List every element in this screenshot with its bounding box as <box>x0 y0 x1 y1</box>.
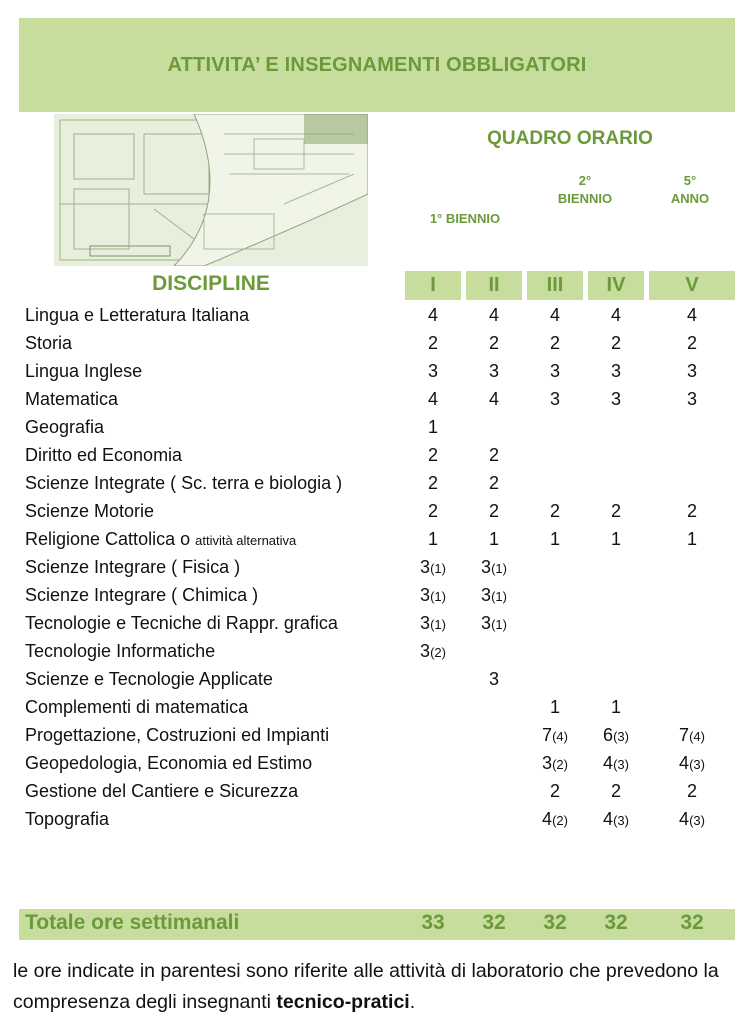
discipline-name-text: Tecnologie Informatiche <box>25 641 216 661</box>
year-label-1: I <box>430 274 436 296</box>
hours-value: 2 <box>427 501 438 521</box>
hours-cell <box>405 497 461 525</box>
total-value-5: 32 <box>680 911 704 934</box>
hours-value: 2 <box>686 781 697 801</box>
table-row <box>0 357 755 385</box>
lab-hours: (1) <box>491 561 507 576</box>
page-title: ATTIVITA’ E INSEGNAMENTI OBBLIGATORI <box>167 53 587 76</box>
hours-value: 2 <box>427 333 438 353</box>
hours-value: 3 <box>481 557 492 577</box>
hours-cell <box>649 777 735 805</box>
discipline-name <box>25 721 329 749</box>
year-label-2: II <box>488 274 500 296</box>
hours-value: 2 <box>488 333 499 353</box>
footnote <box>13 956 748 1018</box>
table-row <box>0 805 755 833</box>
hours-value: 3 <box>420 557 431 577</box>
hours-cell <box>466 665 522 693</box>
discipline-name <box>25 525 296 555</box>
hours-cell <box>405 441 461 469</box>
hours-value: 2 <box>427 473 438 493</box>
hours-value: 7 <box>542 725 553 745</box>
hours-cell <box>527 385 583 413</box>
hours-cell <box>649 301 735 329</box>
hours-cell <box>466 553 522 583</box>
table-row <box>0 301 755 329</box>
total-value-2: 32 <box>482 911 506 934</box>
hours-value: 1 <box>610 697 621 717</box>
hours-value: 1 <box>427 417 438 437</box>
table-row <box>0 553 755 581</box>
hours-cell <box>466 385 522 413</box>
hours-cell <box>527 301 583 329</box>
hours-cell <box>466 357 522 385</box>
hours-value: 1 <box>427 529 438 549</box>
hours-value: 3 <box>686 361 697 381</box>
discipline-name <box>25 581 258 609</box>
hours-cell <box>649 385 735 413</box>
hours-cell <box>588 385 644 413</box>
hours-cell <box>527 777 583 805</box>
hours-value: 3 <box>610 389 621 409</box>
hours-value: 2 <box>610 501 621 521</box>
hours-cell <box>527 693 583 721</box>
table-row <box>0 525 755 553</box>
hours-value: 1 <box>686 529 697 549</box>
table-row <box>0 385 755 413</box>
lab-hours: (2) <box>552 813 568 828</box>
table-row <box>0 581 755 609</box>
page-header <box>19 18 735 112</box>
hours-cell <box>588 301 644 329</box>
discipline-name-text: Storia <box>25 333 73 353</box>
table-row <box>0 665 755 693</box>
hours-value: 4 <box>488 389 499 409</box>
hours-value: 2 <box>686 333 697 353</box>
lab-hours: (3) <box>613 729 629 744</box>
group-label-5-anno <box>650 172 730 208</box>
hours-cell <box>466 329 522 357</box>
discipline-name-text: Progettazione, Costruzioni ed Impianti <box>25 725 330 745</box>
hours-cell <box>405 609 461 639</box>
lab-hours: (4) <box>689 729 705 744</box>
discipline-name-text: Scienze e Tecnologie Applicate <box>25 669 273 689</box>
table-row <box>0 637 755 665</box>
table-row <box>0 693 755 721</box>
hours-value: 3 <box>549 361 560 381</box>
hours-value: 4 <box>488 305 499 325</box>
hours-value: 2 <box>427 445 438 465</box>
discipline-name <box>25 441 182 469</box>
lab-hours: (2) <box>430 645 446 660</box>
hours-value: 3 <box>481 585 492 605</box>
discipline-name-text: Diritto ed Economia <box>25 445 183 465</box>
year-label-4: IV <box>606 274 626 296</box>
hours-cell <box>588 805 644 835</box>
discipline-name-text: Gestione del Cantiere e Sicurezza <box>25 781 299 801</box>
table-row <box>0 413 755 441</box>
hours-cell <box>588 693 644 721</box>
hours-value: 3 <box>549 389 560 409</box>
hours-cell <box>649 497 735 525</box>
hours-cell <box>466 581 522 611</box>
hours-cell <box>588 749 644 779</box>
table-row <box>0 497 755 525</box>
discipline-name-text: Scienze Integrare ( Fisica ) <box>25 557 241 577</box>
discipline-name-text: Religione Cattolica o <box>25 529 196 549</box>
hours-cell <box>405 357 461 385</box>
discipline-name-text: Complementi di matematica <box>25 697 249 717</box>
total-label: Totale ore settimanali <box>25 911 240 934</box>
hours-value: 3 <box>686 389 697 409</box>
discipline-name-text: Lingua e Letteratura Italiana <box>25 305 250 325</box>
footnote-text: le ore indicate in parentesi sono riferite alle attività di laboratorio che prevedono la compresenza degli insegnanti <box>13 960 719 1013</box>
hours-cell <box>466 469 522 497</box>
hours-value: 3 <box>542 753 553 773</box>
hours-value: 2 <box>686 501 697 521</box>
lab-hours: (1) <box>430 561 446 576</box>
discipline-name-note: attività alternativa <box>195 533 297 548</box>
hours-cell <box>588 329 644 357</box>
discipline-name <box>25 357 142 385</box>
hours-cell <box>405 525 461 553</box>
lab-hours: (1) <box>430 589 446 604</box>
discipline-name <box>25 777 298 805</box>
discipline-name-text: Lingua Inglese <box>25 361 143 381</box>
group-3-line2: ANNO <box>670 191 710 206</box>
hours-cell <box>588 721 644 751</box>
hours-cell <box>649 329 735 357</box>
hours-value: 4 <box>427 305 438 325</box>
lab-hours: (3) <box>689 757 705 772</box>
discipline-header: DISCIPLINE <box>152 272 270 295</box>
total-value-4: 32 <box>604 911 628 934</box>
discipline-name <box>25 637 215 665</box>
discipline-name <box>25 497 154 525</box>
discipline-name-text: Tecnologie e Tecniche di Rappr. grafica <box>25 613 338 633</box>
hours-value: 4 <box>549 305 560 325</box>
discipline-name <box>25 469 342 497</box>
hours-value: 4 <box>679 809 690 829</box>
year-label-5: V <box>685 274 699 296</box>
discipline-name <box>25 665 273 693</box>
hours-value: 2 <box>488 445 499 465</box>
table-row <box>0 721 755 749</box>
hours-cell <box>466 441 522 469</box>
year-label-3: III <box>546 274 564 296</box>
hours-value: 2 <box>549 501 560 521</box>
footnote-end: . <box>409 991 416 1013</box>
hours-cell <box>466 301 522 329</box>
group-3-line1: 5° <box>683 173 697 188</box>
hours-value: 2 <box>610 333 621 353</box>
hours-cell <box>649 805 735 835</box>
hours-cell <box>527 749 583 779</box>
hours-cell <box>588 497 644 525</box>
hours-cell <box>405 637 461 667</box>
blueprint-image <box>54 114 368 266</box>
hours-value: 3 <box>420 641 431 661</box>
hours-value: 2 <box>610 781 621 801</box>
hours-cell <box>588 357 644 385</box>
discipline-name-text: Topografia <box>25 809 110 829</box>
discipline-name-text: Matematica <box>25 389 119 409</box>
discipline-name <box>25 553 240 581</box>
hours-cell <box>649 525 735 553</box>
hours-value: 3 <box>488 669 499 689</box>
lab-hours: (1) <box>491 589 507 604</box>
hours-value: 2 <box>549 333 560 353</box>
hours-cell <box>588 777 644 805</box>
discipline-name <box>25 609 338 637</box>
group-label-1-biennio <box>405 210 525 228</box>
hours-cell <box>527 357 583 385</box>
lab-hours: (1) <box>491 617 507 632</box>
discipline-name-text: Scienze Integrate ( Sc. terra e biologia ) <box>25 473 343 493</box>
hours-value: 3 <box>488 361 499 381</box>
hours-cell <box>649 749 735 779</box>
lab-hours: (3) <box>613 813 629 828</box>
group-1-line1: 1° BIENNIO <box>429 211 501 226</box>
lab-hours: (2) <box>552 757 568 772</box>
hours-value: 1 <box>549 529 560 549</box>
hours-cell <box>466 497 522 525</box>
lab-hours: (3) <box>689 813 705 828</box>
hours-cell <box>527 525 583 553</box>
hours-cell <box>405 413 461 441</box>
lab-hours: (4) <box>552 729 568 744</box>
hours-cell <box>405 301 461 329</box>
total-value-3: 32 <box>543 911 567 934</box>
hours-value: 3 <box>420 613 431 633</box>
hours-value: 6 <box>603 725 614 745</box>
hours-cell <box>405 553 461 583</box>
hours-value: 4 <box>610 305 621 325</box>
hours-value: 3 <box>481 613 492 633</box>
hours-cell <box>649 357 735 385</box>
hours-value: 3 <box>427 361 438 381</box>
hours-cell <box>405 581 461 611</box>
hours-cell <box>466 609 522 639</box>
hours-value: 4 <box>603 753 614 773</box>
footnote-bold: tecnico-pratici <box>276 991 410 1013</box>
hours-value: 1 <box>549 697 560 717</box>
discipline-name <box>25 329 72 357</box>
discipline-name-text: Geografia <box>25 417 105 437</box>
discipline-name <box>25 805 109 833</box>
discipline-name-text: Scienze Integrare ( Chimica ) <box>25 585 259 605</box>
discipline-name <box>25 301 249 329</box>
hours-cell <box>405 469 461 497</box>
hours-cell <box>527 329 583 357</box>
table-row <box>0 749 755 777</box>
table-row <box>0 609 755 637</box>
discipline-name <box>25 749 312 777</box>
discipline-name-text: Geopedologia, Economia ed Estimo <box>25 753 313 773</box>
hours-cell <box>527 721 583 751</box>
hours-value: 1 <box>488 529 499 549</box>
total-value-1: 33 <box>421 911 445 934</box>
discipline-name-text: Scienze Motorie <box>25 501 155 521</box>
table-row <box>0 777 755 805</box>
hours-value: 4 <box>542 809 553 829</box>
table-row <box>0 469 755 497</box>
hours-cell <box>527 805 583 835</box>
discipline-name <box>25 413 104 441</box>
hours-cell <box>405 329 461 357</box>
hours-value: 4 <box>679 753 690 773</box>
table-row <box>0 329 755 357</box>
lab-hours: (3) <box>613 757 629 772</box>
discipline-name <box>25 385 118 413</box>
hours-value: 7 <box>679 725 690 745</box>
discipline-name <box>25 693 248 721</box>
lab-hours: (1) <box>430 617 446 632</box>
hours-cell <box>649 721 735 751</box>
group-2-line2: BIENNIO <box>557 191 613 206</box>
hours-value: 3 <box>610 361 621 381</box>
group-label-2-biennio <box>540 172 630 208</box>
hours-value: 4 <box>603 809 614 829</box>
hours-value: 2 <box>488 501 499 521</box>
hours-cell <box>405 385 461 413</box>
hours-value: 2 <box>549 781 560 801</box>
table-row <box>0 441 755 469</box>
hours-value: 4 <box>686 305 697 325</box>
hours-value: 4 <box>427 389 438 409</box>
quadro-orario-title: QUADRO ORARIO <box>487 128 653 149</box>
hours-value: 1 <box>610 529 621 549</box>
hours-cell <box>588 525 644 553</box>
hours-cell <box>527 497 583 525</box>
hours-cell <box>466 525 522 553</box>
hours-value: 3 <box>420 585 431 605</box>
hours-value: 2 <box>488 473 499 493</box>
group-2-line1: 2° <box>578 173 592 188</box>
